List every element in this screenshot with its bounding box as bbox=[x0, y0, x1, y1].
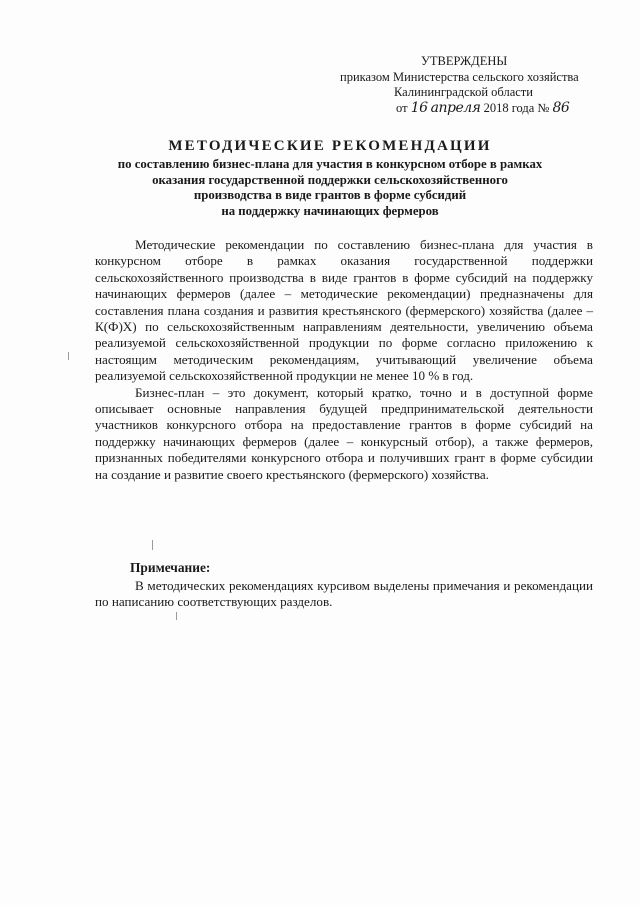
subtitle-line-2: оказания государственной поддержки сельскохозяйственного bbox=[152, 172, 508, 187]
body-text bbox=[95, 237, 593, 483]
scan-speck bbox=[152, 540, 153, 550]
handwritten-day: 16 bbox=[410, 99, 428, 116]
subtitle-line-4: на поддержку начинающих фермеров bbox=[221, 203, 439, 218]
handwritten-order-number: 86 bbox=[552, 99, 570, 116]
scan-speck bbox=[176, 612, 177, 620]
note-text: В методических рекомендациях курсивом выделены примечания и рекомендации по написанию соответствующих разделов. bbox=[95, 578, 593, 610]
subtitle-line-1: по составлению бизнес-плана для участия в конкурсном отборе в рамках bbox=[117, 157, 543, 171]
paragraph-1: Методические рекомендации по составлению бизнес-плана для участия в конкурсном отборе в рамках оказания государственной поддержки сельскохозяйственного производства в виде грантов в форме субсидий на поддержку начинающих фермеров (далее – методические рекомендации) предназначены для составления плана создания и развития крестьянского (фермерского) хозяйства (далее – К(Ф)Х) по сельскохозяйственным направлениям деятельности, увеличению объема реализуемой сельскохозяйственной продукции по форме согласно приложению к настоящим методическим рекомендациям, учитывающий увеличение объема реализуемой сельскохозяйственной продукции не менее 10 % в год. bbox=[95, 237, 593, 384]
date-year: 2018 года № bbox=[483, 100, 550, 115]
date-prefix: от bbox=[396, 100, 408, 115]
approval-stamp bbox=[340, 54, 600, 116]
approval-line-1: УТВЕРЖДЕНЫ bbox=[421, 54, 508, 68]
approval-date-line bbox=[340, 101, 600, 117]
document-title bbox=[60, 137, 600, 219]
subtitle-line-3: производства в виде грантов в форме субсидий bbox=[193, 188, 467, 203]
title-subtitle bbox=[60, 157, 600, 219]
note-heading: Примечание: bbox=[130, 560, 211, 575]
handwritten-month: апреля bbox=[430, 99, 481, 116]
approval-line-2: приказом Министерства сельского хозяйства bbox=[340, 69, 579, 84]
title-main: МЕТОДИЧЕСКИЕ РЕКОМЕНДАЦИИ bbox=[168, 138, 492, 154]
approval-line-3: Калининградской области bbox=[394, 85, 533, 99]
paragraph-2: Бизнес-план – это документ, который кратко, точно и в доступной форме описывает основные направления будущей предпринимательской деятельности участников конкурсного отбора на предоставление грантов в форме субсидий на поддержку начинающих фермеров (далее – конкурсный отбор), а также фермеров, признанных победителями конкурсного отбора и получивших грант в форме субсидии на создание и развитие своего крестьянского (фермерского) хозяйства. bbox=[95, 384, 593, 482]
scan-speck bbox=[68, 352, 69, 360]
